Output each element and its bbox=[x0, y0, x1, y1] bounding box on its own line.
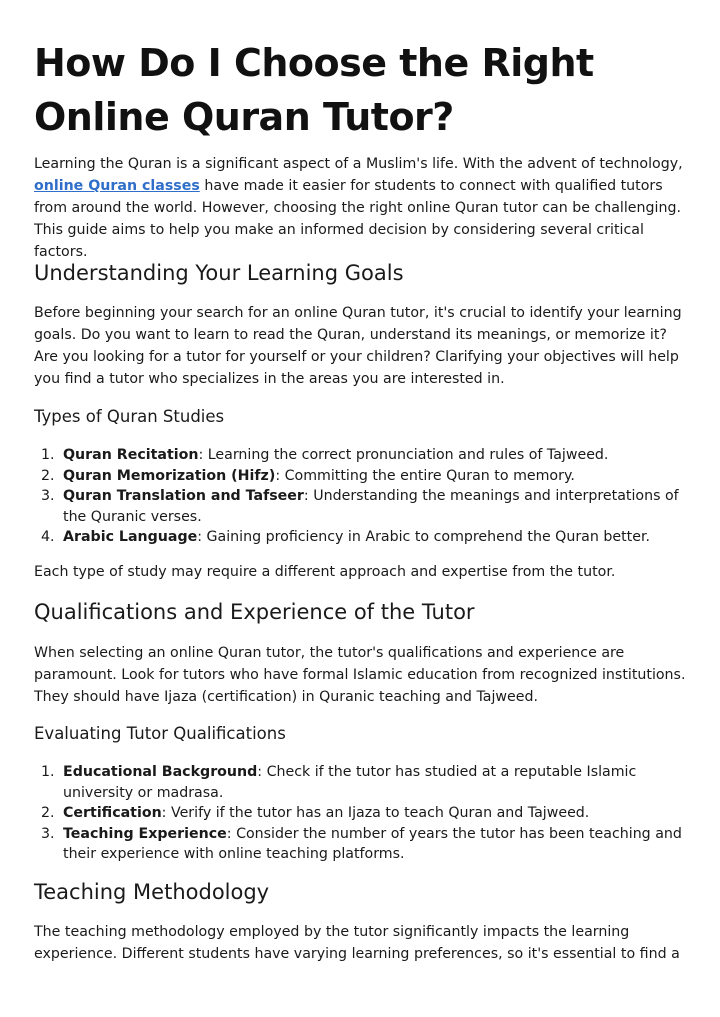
tutor-qualifications-list bbox=[34, 762, 690, 865]
list-item bbox=[34, 486, 690, 527]
qualifications-paragraph: When selecting an online Quran tutor, the tutor's qualifications and experience are paramount. Look for tutors who have formal Islamic education from recognized institutions. They should have Ijaza (certification) in Quranic teaching and Tajweed. bbox=[34, 645, 686, 705]
study-types-closing-paragraph: Each type of study may require a different approach and expertise from the tutor. bbox=[34, 564, 616, 580]
list-item bbox=[34, 445, 690, 466]
page-title: How Do I Choose the Right Online Quran Tutor? bbox=[34, 41, 594, 139]
list-item bbox=[34, 803, 690, 824]
list-item-description: : Verify if the tutor has an Ijaza to teach Quran and Tajweed. bbox=[161, 805, 590, 821]
learning-goals-paragraph: Before beginning your search for an online Quran tutor, it's crucial to identify your learning goals. Do you want to learn to read the Quran, understand its meanings, or memorize it? Are you looking for a tutor for yourself or your children? Clarifying your objectives will help you find a tutor who specializes in the areas you are interested in. bbox=[34, 305, 682, 387]
section-heading-qualifications: Qualifications and Experience of the Tutor bbox=[34, 600, 475, 624]
list-item-description: : Learning the correct pronunciation and rules of Tajweed. bbox=[198, 447, 609, 463]
list-item-term: Teaching Experience bbox=[63, 825, 227, 842]
online-quran-classes-link[interactable]: online Quran classes bbox=[34, 178, 200, 194]
list-item-term: Educational Background bbox=[63, 764, 258, 780]
list-item-term: Arabic Language bbox=[63, 529, 198, 545]
list-item-number: 1. bbox=[41, 764, 55, 780]
list-item-number: 1. bbox=[41, 447, 55, 463]
subheading-evaluating-qualifications: Evaluating Tutor Qualifications bbox=[34, 724, 286, 743]
list-item-number: 2. bbox=[41, 467, 55, 484]
teaching-methodology-paragraph: The teaching methodology employed by the tutor significantly impacts the learning experience. Different students have varying learning preferences, so it's essential to find a bbox=[34, 924, 680, 962]
list-item-description: : Gaining proficiency in Arabic to comprehend the Quran better. bbox=[197, 529, 651, 545]
list-item bbox=[34, 824, 690, 865]
section-heading-teaching-methodology: Teaching Methodology bbox=[34, 880, 270, 904]
section-heading-learning-goals: Understanding Your Learning Goals bbox=[34, 261, 404, 285]
list-item-number: 2. bbox=[41, 805, 55, 821]
list-item-description: : Consider the number of years the tutor has been teaching and their experience with online teaching platforms. bbox=[63, 825, 682, 862]
quran-studies-list bbox=[34, 445, 690, 548]
list-item-description: : Understanding the meanings and interpretations of the Quranic verses. bbox=[63, 488, 679, 525]
list-item-number: 4. bbox=[41, 529, 55, 545]
list-item-term: Quran Translation and Tafseer bbox=[63, 488, 304, 504]
intro-text-after-link: have made it easier for students to connect with qualified tutors from around the world. However, choosing the right online Quran tutor can be challenging. This guide aims to help you make an informed decision by considering several critical factors. bbox=[34, 178, 681, 260]
intro-paragraph bbox=[34, 153, 690, 263]
list-item-term: Quran Memorization (Hifz) bbox=[63, 467, 276, 484]
list-item bbox=[34, 527, 690, 548]
list-item-term: Quran Recitation bbox=[63, 447, 199, 463]
list-item bbox=[34, 762, 690, 803]
list-item-number: 3. bbox=[41, 488, 55, 504]
list-item-description: : Committing the entire Quran to memory. bbox=[275, 467, 575, 484]
list-item-description: : Check if the tutor has studied at a reputable Islamic university or madrasa. bbox=[63, 764, 637, 801]
list-item-term: Certification bbox=[63, 805, 162, 821]
list-item bbox=[34, 466, 690, 487]
intro-text-before-link: Learning the Quran is a significant aspect of a Muslim's life. With the advent of technology, bbox=[34, 156, 683, 172]
subheading-types-of-quran-studies: Types of Quran Studies bbox=[34, 407, 225, 426]
list-item-number: 3. bbox=[41, 825, 55, 842]
